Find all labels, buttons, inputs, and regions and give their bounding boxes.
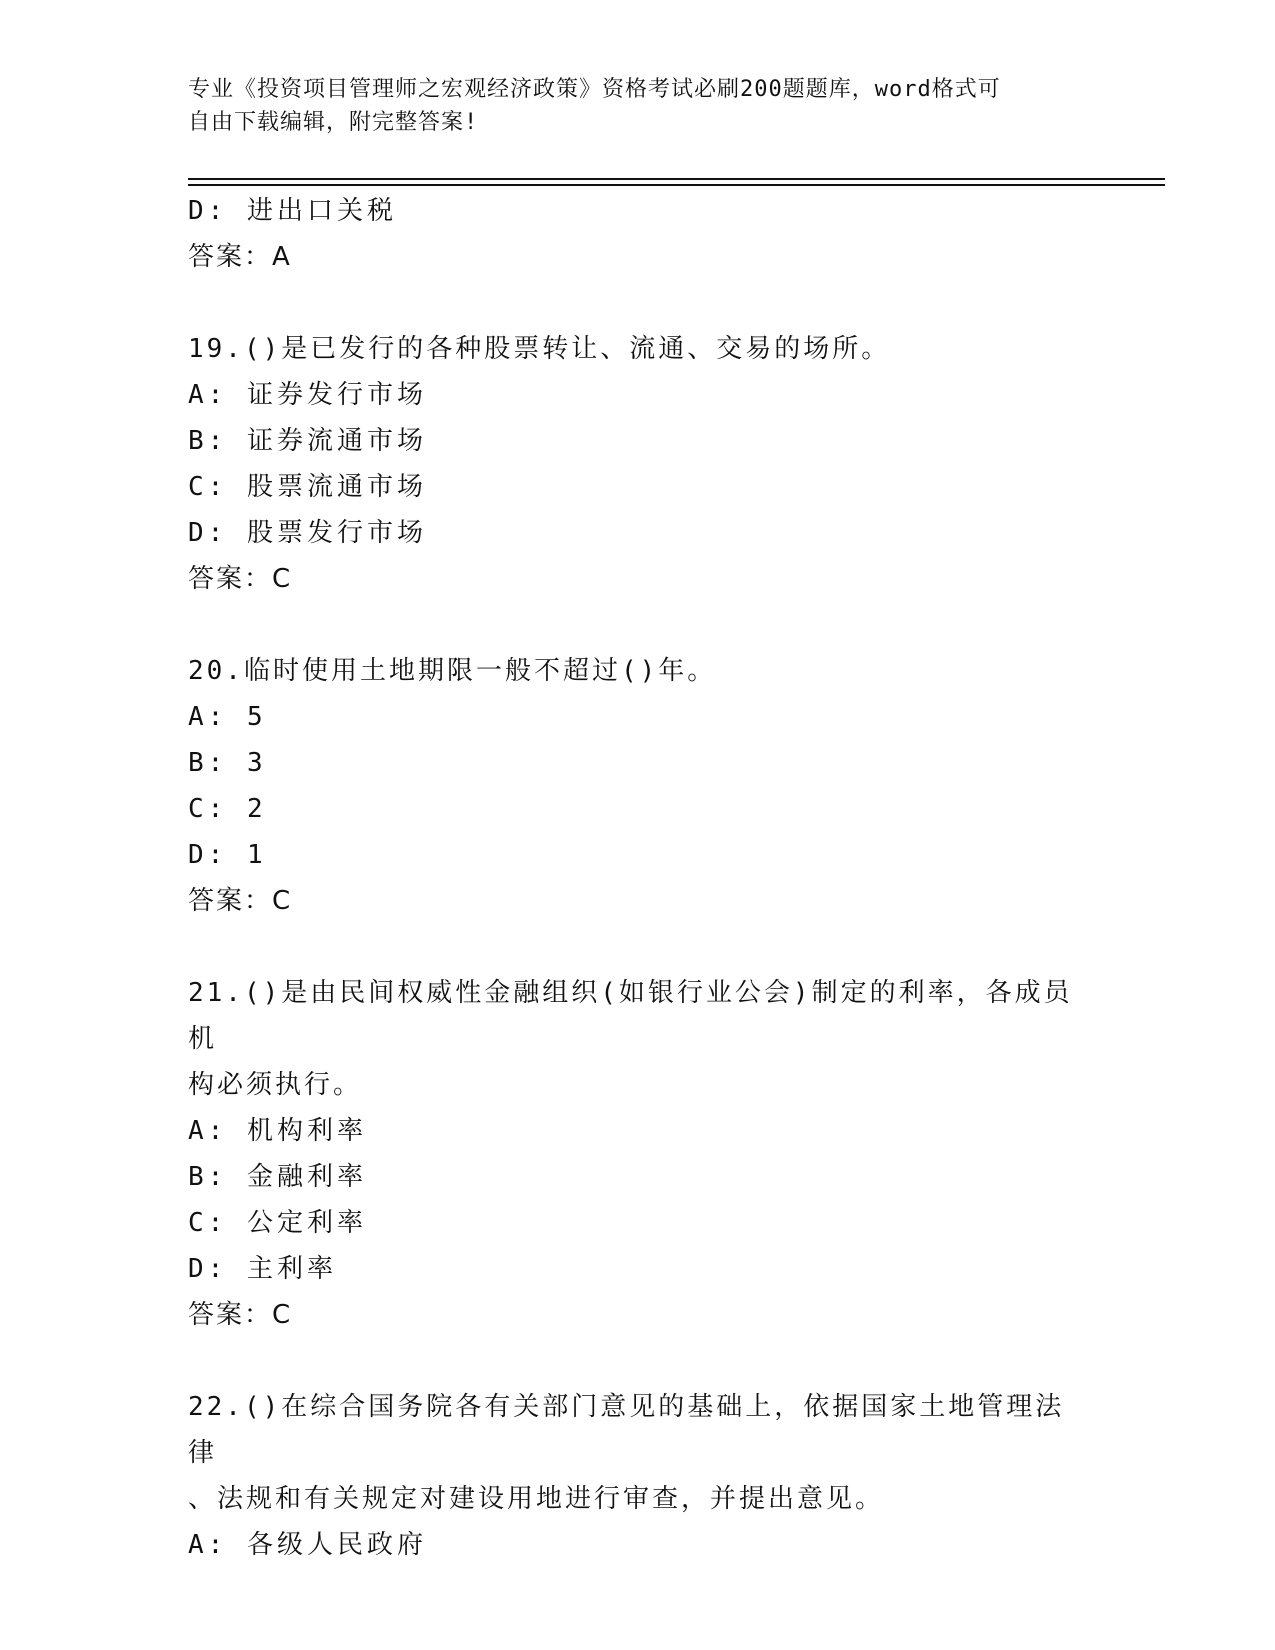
answer-line: 答案：C	[188, 886, 293, 916]
header-rule-bottom	[188, 184, 1165, 186]
option-item: A: 证券发行市场	[188, 380, 427, 410]
question-21	[188, 970, 1088, 1338]
answer-line: 答案：A	[188, 242, 292, 272]
option-item: A: 各级人民政府	[188, 1530, 427, 1560]
option-item: D: 股票发行市场	[188, 518, 427, 548]
page-header: 专业《投资项目管理师之宏观经济政策》资格考试必刷200题题库，word格式可 自由下载编辑，附完整答案!	[188, 77, 1001, 135]
option-item: D: 1	[188, 840, 267, 870]
question-list	[188, 188, 1088, 1568]
question-stem: 20.临时使用土地期限一般不超过()年。	[188, 656, 717, 686]
answer-line: 答案：C	[188, 564, 293, 594]
option-item: D: 主利率	[188, 1254, 337, 1284]
carryover-block	[188, 188, 1088, 280]
option-item: D: 进出口关税	[188, 196, 397, 226]
option-item: A: 机构利率	[188, 1116, 367, 1146]
option-item: A: 5	[188, 702, 267, 732]
option-item: B: 证券流通市场	[188, 426, 427, 456]
option-item: B: 3	[188, 748, 267, 778]
option-item: C: 2	[188, 794, 267, 824]
question-stem: 22.()在综合国务院各有关部门意见的基础上，依据国家土地管理法律 、法规和有关规定对建设用地进行审查，并提出意见。	[188, 1392, 1065, 1514]
option-item: B: 金融利率	[188, 1162, 367, 1192]
option-item: C: 股票流通市场	[188, 472, 427, 502]
question-20	[188, 648, 1088, 924]
header-rule-top	[188, 178, 1165, 180]
question-22	[188, 1384, 1088, 1568]
answer-line: 答案：C	[188, 1300, 293, 1330]
question-stem: 21.()是由民间权威性金融组织(如银行业公会)制定的利率，各成员机 构必须执行。	[188, 978, 1073, 1100]
question-19	[188, 326, 1088, 602]
question-stem: 19.()是已发行的各种股票转让、流通、交易的场所。	[188, 334, 891, 364]
option-item: C: 公定利率	[188, 1208, 367, 1238]
